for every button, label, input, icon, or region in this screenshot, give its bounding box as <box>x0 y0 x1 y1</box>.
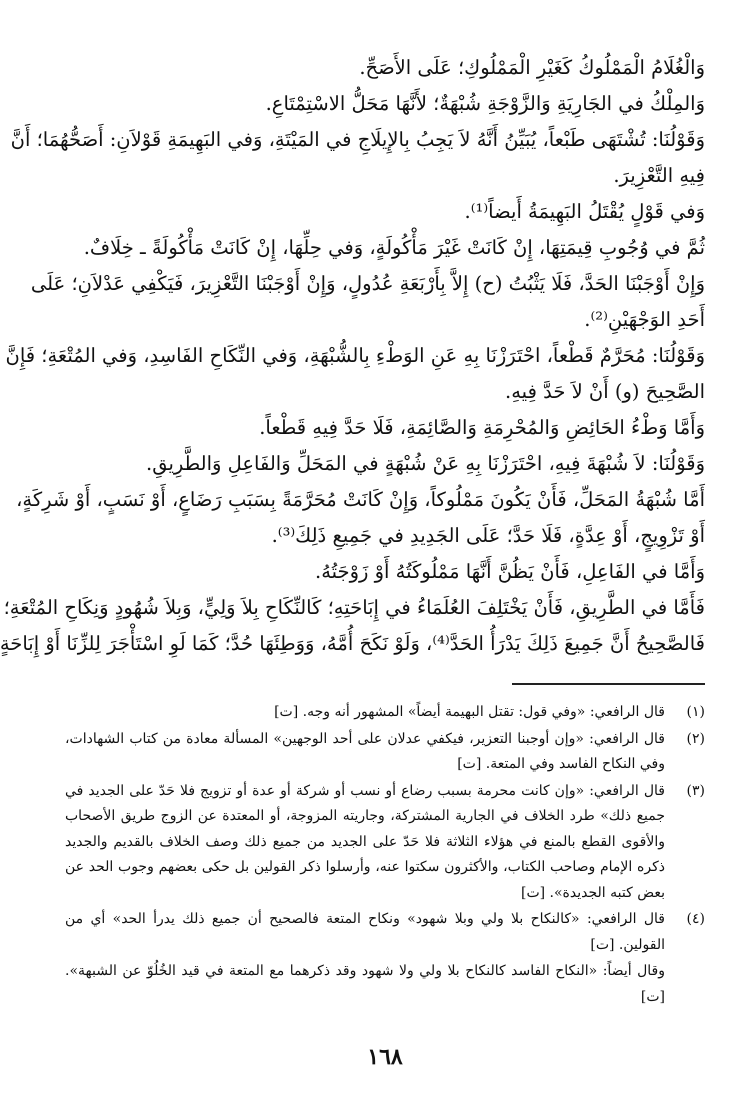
footnote-text: قال الرافعي: «كالنكاح بلا ولي وبلا شهود» ونكاح المتعة فالصحيح أن جميع ذلك يدرأ الحد» أي من القولين. [ت] <box>65 911 665 953</box>
text-line: وَإِنْ أَوْجَبْنَا الحَدَّ، فَلَا يَثْبُتُ (ح) إِلاَّ بِأَرْبَعَةِ عُدُولٍ، وَإِنْ أَوْجَبْنَا التَّعْزِيرَ، فَيَكْفِي عَدْلاَنِ؛ عَلَى <box>30 272 705 295</box>
text-line: فِيهِ التَّعْزِيرَ. <box>613 164 705 187</box>
text-line: وَالْغُلَامُ الْمَمْلُوكُ كَغَيْرِ الْمَمْلُوكِ؛ عَلَى الأَصَحِّ. <box>359 56 705 79</box>
text-line: وَقَوْلُنَا: لاَ شُبْهَةَ فِيهِ، احْتَرَزْنَا بِهِ عَنْ شُبْهَةٍ في المَحَلِّ وَالفَاعِلِ وَالطَّرِيقِ. <box>146 452 705 475</box>
footnote-number: (٣) <box>686 782 705 799</box>
text-line: وَفي قَوْلٍ يُقْتَلُ البَهِيمَةُ أَيضاً⁽¹⁾. <box>464 200 705 223</box>
text-line: أَمَّا شُبْهَةُ المَحَلِّ، فَأَنْ يَكُونَ مَمْلُوكاً، وَإِنْ كَانَتْ مُحَرَّمَةً بِسَبَبِ رَضَاعٍ، أَوْ نَسَبٍ، أَوْ شَرِكَةٍ، <box>16 488 705 511</box>
footnotes <box>65 700 705 1011</box>
text-line: أَوْ تَزْوِيجٍ، أَوْ عِدَّةٍ، فَلَا حَدَّ؛ عَلَى الجَدِيدِ في جَمِيعِ ذَلِكَ⁽³⁾. <box>271 524 705 547</box>
footnote <box>65 779 705 907</box>
text-line: ثُمَّ في وُجُوبِ قِيمَتِهَا، إِنْ كَانَتْ غَيْرَ مَأْكُولَةٍ، وَفي حِلِّهَا، إِنْ كَانَتْ مَأْكُولَةً ـ خِلَافٌ. <box>83 236 705 259</box>
text-line: وَأَمَّا وَطْءُ الحَائِضِ وَالمُحْرِمَةِ وَالصَّائِمَةِ، فَلَا حَدَّ فِيهِ قَطْعاً. <box>259 416 705 439</box>
footnote-number: (١) <box>686 704 705 720</box>
text-line: فَأَمَّا في الطَّرِيقِ، فَأَنْ يَخْتَلِفَ العُلَمَاءُ في إِبَاحَتِهِ؛ كَالنِّكَاحِ بِلاَ وَلِيٍّ، وَبِلاَ شُهُودٍ وَنِكَاحِ المُتْعَةِ؛ <box>3 596 705 619</box>
text-line: وَأَمَّا في الفَاعِلِ، فَأَنْ يَظُنَّ أَنَّهَا مَمْلُوكَتُهُ أَوْ زَوْجَتُهُ. <box>315 560 705 583</box>
footnote-number <box>665 959 705 1010</box>
footnote-number: (٢) <box>686 730 705 747</box>
text-line: فَالصَّحِيحُ أَنَّ جَمِيعَ ذَلِكَ يَدْرَأُ الحَدَّ⁽⁴⁾، وَلَوْ نَكَحَ أُمَّهُ، وَوَطِئَهَا حُدَّ؛ كَمَا لَوِ اسْتَأْجَرَ لِلزِّنَا أَوْ إِبَاحَةٍ <box>0 632 705 655</box>
text-line: الصَّحِيحَ (و) أَنْ لاَ حَدَّ فِيهِ. <box>505 380 705 403</box>
text-line: وَقَوْلُنَا: مُحَرَّمٌ قَطْعاً، احْتَرَزْنَا بِهِ عَنِ الوَطْءِ بِالشُّبْهَةِ، وَفي النِّكَاحِ الفَاسِدِ، وَفي المُتْعَةِ؛ فَإِنَّ <box>5 344 705 367</box>
footnote <box>65 907 705 958</box>
footnote <box>65 700 705 726</box>
main-text <box>0 50 705 662</box>
footnote-text: قال الرافعي: «وإن كانت محرمة بسبب رضاع أو نسب أو شركة أو عدة أو تزويج فلا حَدّ على الجديد في جميع ذلك» طرد الخلاف في الجارية المشتركة، وجاريته المزوجة، أو المعتدة عن الزوج طريق الأصحاب والأقوى القطع بالمنع في هؤلاء الثلاثة فلا حَدّ على الجديد من جميع ذلك وصف الخلاف بالقديم والجديد ذكره الإمام وصاحب الكتاب، والأكثرون سكتوا عنه، وأرسلوا ذكر القولين بل حكى بعضهم وجوب الحد عن بعض كتبه الجديدة». [ت] <box>65 782 665 901</box>
footnote-text: قال الرافعي: «وإن أوجبنا التعزير، فيكفي عدلان على أحد الوجهين» المسألة معادة من كتاب الشهادات، وفي النكاح الفاسد وفي المتعة. [ت] <box>65 730 665 772</box>
text-line: وَالمِلْكُ في الجَارِيَةِ وَالزَّوْجَةِ شُبْهَةٌ؛ لأَنَّهَا مَحَلُّ الاسْتِمْتَاعِ. <box>265 92 705 115</box>
footnote-separator <box>512 683 705 685</box>
footnote <box>65 727 705 778</box>
footnote <box>65 959 705 1010</box>
text-line: وَقَوْلُنَا: تُشْتَهَى طَبْعاً، يُبَيِّنُ أَنَّهُ لاَ يَجِبُ بِالإِيلَاجِ في المَيْتَةِ، وَفي البَهِيمَةِ قَوْلاَنِ: أَصَحُّهُمَا؛ أَنَّ <box>10 128 705 151</box>
page-number: ١٦٨ <box>367 1044 403 1070</box>
footnote-text: قال الرافعي: «وفي قول: تقتل البهيمة أيضاً» المشهور أنه وجه. [ت] <box>274 704 665 720</box>
text-line: أَحَدِ الوَجْهَيْنِ⁽²⁾. <box>584 308 705 331</box>
footnote-text: وقال أيضاً: «النكاح الفاسد كالنكاح بلا ولي ولا شهود وقد ذكرهما مع المتعة في قيد الخُلُوّ عن الشبهة». [ت] <box>65 963 665 1005</box>
footnote-number: (٤) <box>686 911 705 927</box>
